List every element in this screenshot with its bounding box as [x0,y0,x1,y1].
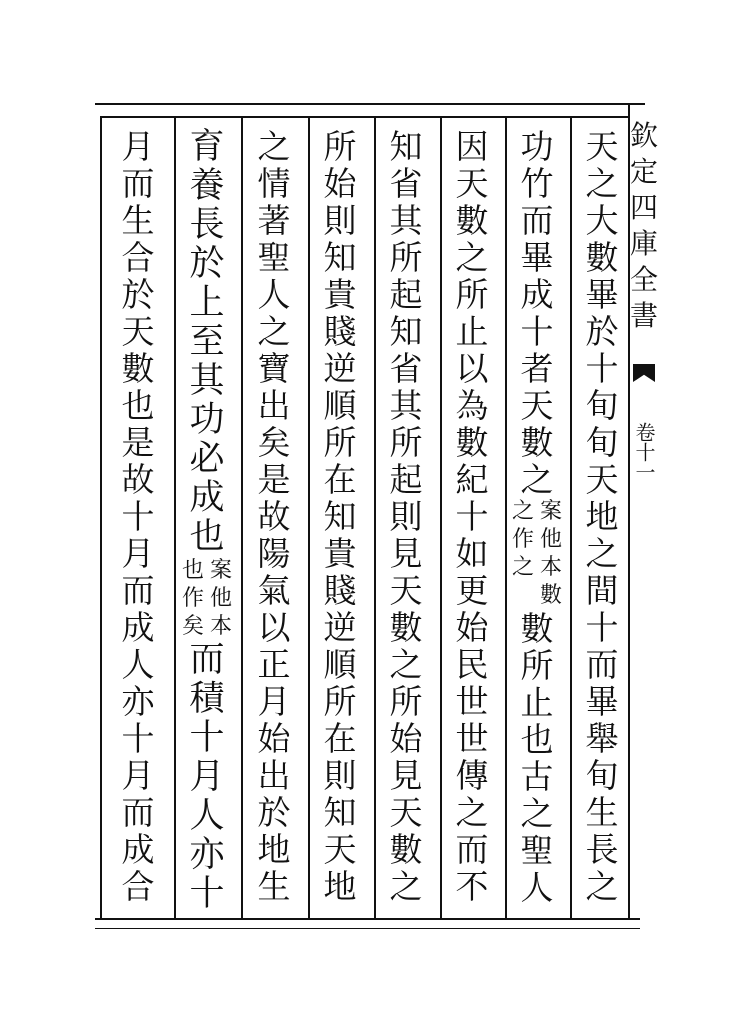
main-char: 數 [455,201,489,240]
margin-char: 欽 [629,119,658,152]
main-char: 矣 [257,423,291,462]
margin-char: 全 [629,263,658,296]
main-char: 正 [257,645,291,684]
main-char: 其 [389,201,423,240]
main-char: 地 [323,867,357,906]
text-column-1 [572,128,632,918]
note-char: 本 [209,614,232,639]
main-char: 出 [257,386,291,425]
main-char: 十 [189,874,225,914]
main-char: 天 [121,312,155,351]
main-char: 不 [455,867,489,906]
main-char: 畢 [585,682,619,721]
main-char: 聖 [520,831,554,870]
main-char: 則 [389,497,423,536]
main-char: 數 [389,830,423,869]
note-column [180,557,206,641]
main-char: 畢 [585,275,619,314]
main-char: 始 [257,719,291,758]
main-char: 者 [520,349,554,388]
main-char: 貴 [323,534,357,573]
main-char: 月 [189,757,225,797]
main-char: 為 [455,386,489,425]
fish-tail-mark-icon [633,364,655,382]
main-char: 而 [189,640,225,680]
main-char: 知 [323,793,357,832]
main-char: 之 [585,867,619,906]
note-column [538,498,564,610]
main-char: 天 [323,830,357,869]
note-column [208,557,234,641]
main-char: 以 [455,349,489,388]
main-char: 止 [455,312,489,351]
text-column-5 [310,128,370,918]
main-char: 所 [520,646,554,685]
main-char: 十 [121,497,155,536]
text-column-7 [177,128,237,918]
main-char: 月 [121,127,155,166]
main-char: 之 [257,312,291,351]
main-char: 之 [455,238,489,277]
main-char: 逆 [323,608,357,647]
main-char: 著 [257,201,291,240]
main-char: 竹 [520,164,554,203]
main-char: 人 [121,645,155,684]
main-char: 之 [520,460,554,499]
main-char: 如 [455,534,489,573]
margin-char: 庫 [629,227,658,260]
note-char: 案 [539,499,562,524]
main-char: 十 [520,312,554,351]
main-char: 養 [189,166,225,206]
main-char: 則 [323,756,357,795]
main-char: 亦 [189,835,225,875]
main-char: 月 [121,756,155,795]
margin-char: 定 [629,155,658,188]
main-char: 人 [257,275,291,314]
main-char: 十 [121,719,155,758]
main-char: 所 [323,423,357,462]
main-char: 也 [121,386,155,425]
main-char: 始 [323,164,357,203]
main-char: 積 [189,679,225,719]
main-char: 而 [121,571,155,610]
main-char: 天 [585,460,619,499]
main-char: 傳 [455,756,489,795]
main-char: 也 [189,517,225,557]
main-char: 止 [520,683,554,722]
main-char: 天 [389,793,423,832]
main-char: 至 [189,322,225,362]
main-char: 所 [389,423,423,462]
main-char: 而 [121,164,155,203]
main-char: 月 [257,682,291,721]
main-char: 則 [323,201,357,240]
main-char: 賤 [323,312,357,351]
margin-juan: 卷十一 [632,422,656,482]
main-char: 大 [585,201,619,240]
note-char: 也 [181,558,204,583]
text-column-6 [244,128,304,918]
main-char: 地 [585,497,619,536]
main-char: 所 [323,127,357,166]
main-char: 必 [189,439,225,479]
main-char: 之 [585,534,619,573]
main-char: 上 [189,283,225,323]
top-border-inner [100,116,630,118]
main-char: 十 [455,497,489,536]
text-column-8 [108,128,168,918]
main-char: 地 [257,830,291,869]
main-char: 成 [189,478,225,518]
main-char: 逆 [323,349,357,388]
main-char: 寶 [257,349,291,388]
main-char: 見 [389,534,423,573]
main-char: 於 [585,312,619,351]
text-column-2 [507,128,567,918]
main-char: 起 [389,460,423,499]
main-char: 之 [257,127,291,166]
main-char: 十 [189,718,225,758]
note-char: 本 [539,555,562,580]
left-border [100,116,102,920]
bottom-border-outer [95,928,640,929]
main-char: 民 [455,645,489,684]
main-char: 於 [257,793,291,832]
main-char: 間 [585,571,619,610]
main-char: 順 [323,645,357,684]
main-char: 始 [455,608,489,647]
main-char: 天 [455,164,489,203]
main-char: 更 [455,571,489,610]
main-char: 所 [389,238,423,277]
margin-char: 書 [629,299,658,332]
main-char: 始 [389,719,423,758]
main-char: 聖 [257,238,291,277]
main-char: 生 [121,201,155,240]
main-char: 之 [389,867,423,906]
main-char: 世 [455,719,489,758]
main-char: 成 [121,830,155,869]
main-char: 成 [520,275,554,314]
main-char: 於 [121,275,155,314]
note-column [510,498,536,610]
main-char: 所 [389,682,423,721]
main-char: 所 [455,275,489,314]
main-char: 合 [121,867,155,906]
main-char: 天 [520,386,554,425]
main-char: 數 [455,423,489,462]
margin-char: 四 [629,191,658,224]
main-char: 生 [257,867,291,906]
main-char: 數 [520,423,554,462]
main-char: 十 [585,349,619,388]
main-char: 而 [455,830,489,869]
main-char: 也 [520,720,554,759]
note-char: 他 [539,527,562,552]
main-char: 人 [189,796,225,836]
main-char: 賤 [323,571,357,610]
main-char: 旬 [585,423,619,462]
main-char: 育 [189,127,225,167]
note-char: 作 [181,586,204,611]
main-char: 古 [520,757,554,796]
note-char: 案 [209,558,232,583]
interlinear-note [507,498,567,610]
main-char: 知 [389,127,423,166]
main-char: 人 [520,868,554,907]
interlinear-note [177,557,237,641]
main-char: 而 [520,201,554,240]
main-char: 於 [189,244,225,284]
main-char: 知 [389,312,423,351]
main-char: 故 [121,460,155,499]
main-char: 所 [323,682,357,721]
main-char: 十 [585,608,619,647]
main-char: 長 [189,205,225,245]
main-char: 順 [323,386,357,425]
main-char: 旬 [585,756,619,795]
main-char: 起 [389,275,423,314]
bottom-border [95,918,640,920]
main-char: 情 [257,164,291,203]
main-char: 功 [520,127,554,166]
main-char: 是 [257,460,291,499]
main-char: 而 [585,645,619,684]
main-char: 數 [121,349,155,388]
main-char: 貴 [323,275,357,314]
main-char: 是 [121,423,155,462]
text-column-3 [442,128,502,918]
main-char: 之 [520,794,554,833]
main-char: 紀 [455,460,489,499]
note-char: 他 [209,586,232,611]
main-char: 出 [257,756,291,795]
main-char: 而 [121,793,155,832]
main-char: 舉 [585,719,619,758]
main-char: 亦 [121,682,155,721]
main-char: 省 [389,349,423,388]
top-border [95,103,645,105]
note-char: 數 [539,583,562,608]
main-char: 數 [585,238,619,277]
note-char: 之 [511,555,534,580]
main-char: 以 [257,608,291,647]
main-char: 生 [585,793,619,832]
text-column-4 [376,128,436,918]
main-char: 其 [389,386,423,425]
main-char: 故 [257,497,291,536]
main-char: 合 [121,238,155,277]
main-char: 在 [323,460,357,499]
main-char: 成 [121,608,155,647]
main-char: 畢 [520,238,554,277]
main-char: 陽 [257,534,291,573]
main-char: 省 [389,164,423,203]
main-char: 長 [585,830,619,869]
main-char: 知 [323,497,357,536]
main-char: 氣 [257,571,291,610]
main-char: 見 [389,756,423,795]
main-char: 之 [455,793,489,832]
main-char: 數 [520,609,554,648]
main-char: 功 [189,400,225,440]
note-char: 矣 [181,614,204,639]
column-rule [174,116,176,920]
note-char: 作 [511,527,534,552]
main-char: 因 [455,127,489,166]
main-char: 天 [389,571,423,610]
main-char: 數 [389,608,423,647]
main-char: 世 [455,682,489,721]
main-char: 月 [121,534,155,573]
main-char: 之 [585,164,619,203]
main-char: 之 [389,645,423,684]
main-char: 旬 [585,386,619,425]
note-char: 之 [511,499,534,524]
main-char: 其 [189,361,225,401]
main-char: 天 [585,127,619,166]
main-char: 知 [323,238,357,277]
main-char: 在 [323,719,357,758]
column-rule [241,116,243,920]
